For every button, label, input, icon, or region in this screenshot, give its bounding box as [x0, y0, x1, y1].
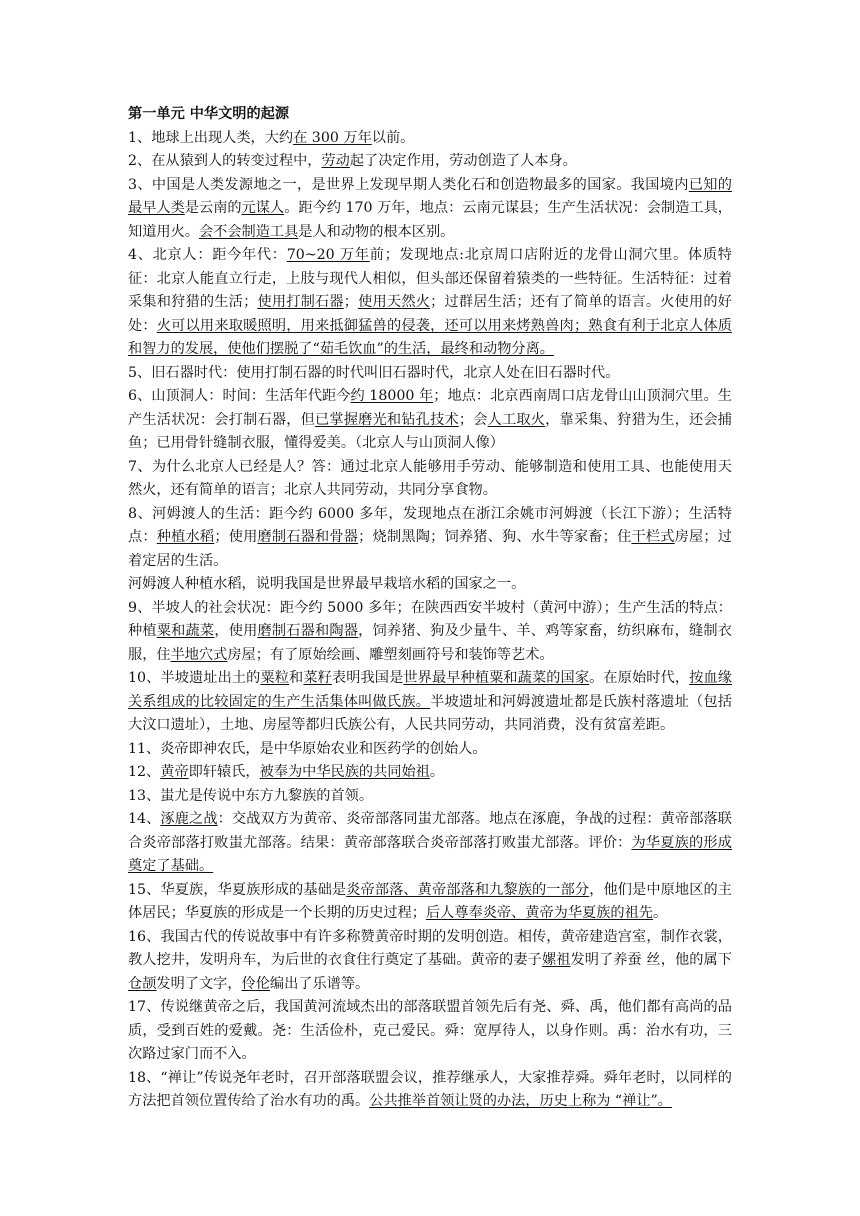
text-segment: 16、我国古代的传说故事中有许多称赞黄帝时期的发明创造。相传，黄帝建造宫室，制作衣裳，教人挖井，发明舟车，为后世的衣食住行奠定了基础。黄帝的妻子 [128, 928, 732, 968]
text-segment: 3、中国是人类发源地之一，是世界上发现早期人类化石和创造物最多的国家。我国境内 [128, 176, 689, 193]
paragraph [128, 1067, 732, 1114]
underlined-text: 粟和蔬菜 [156, 623, 215, 639]
underlined-text: 种植水稻 [156, 529, 215, 545]
paragraph [128, 926, 732, 997]
paragraph [128, 785, 732, 809]
text-segment: 2、在从猿到人的转变过程中， [128, 153, 322, 169]
text-segment: 6、山顶洞人：时间：生活年代距今 [128, 388, 351, 404]
text-segment: 8、河姆渡人的生活：距今约 6000 多年，发现地点在浙江余姚市河姆渡（长江下游）；生活特点： [128, 505, 732, 545]
underlined-text: 磨制石器和骨器 [257, 529, 359, 545]
text-segment: 是人和动物的根本区别。 [298, 223, 455, 240]
underlined-text: 公共推举首领让贤的办法，历史上称为 “禅让”。 [369, 1093, 672, 1109]
text-segment: 河姆渡人种植水稻，说明我国是世界最早栽培水稻的国家之一。 [128, 576, 526, 592]
underlined-text: 元谋人 [241, 200, 285, 216]
underlined-text: 按血缘关系组成的比较固定的生产生活集体叫做氏族。 [128, 670, 732, 710]
underlined-text: 已知的最早人类 [128, 176, 732, 216]
underlined-text: 为华夏族的形成奠定了基础。 [128, 834, 732, 874]
underlined-text: 在 300 万年 [293, 129, 372, 146]
text-segment: ，他们是中原地区的主体居民；华夏族的形成是一个长期的历史过程； [128, 881, 732, 921]
text-segment: ；过群居生活；还有了简单的语言。火使用的好处： [128, 294, 732, 334]
paragraph [128, 503, 732, 574]
paragraph [128, 456, 732, 503]
text-segment: 13、蚩尤是传说中东方九黎族的首领。 [128, 787, 374, 804]
text-segment: 7、为什么北京人已经是人？答：通过北京人能够用手劳动、能够制造和使用工具、也能使用天然火，还有简单的语言；北京人共同劳动，共同分享食物。 [128, 458, 732, 498]
text-segment: 11、炎帝即神农氏，是中华原始农业和医药学的创始人。 [128, 740, 487, 757]
underlined-text: 半地穴式 [170, 646, 228, 663]
text-segment: ；地点：北京西南周口店龙骨山山顶洞穴里。生产生活状况：会打制石器，但 [128, 388, 732, 428]
text-segment: 和 [289, 670, 304, 686]
paragraph [128, 597, 732, 668]
text-segment: 10、半坡遗址出土的 [128, 670, 261, 686]
document-body [128, 127, 732, 1114]
underlined-text: 火可以用来取暖照明，用来抵御猛兽的侵袭，还可以用来烤熟兽肉；熟食有利于北京人体质和智力的发展，使他们摆脱了“茹毛饮血”的生活，最终和动物分离。 [128, 317, 732, 357]
text-segment: 半坡遗址和河姆渡遗址都是氏族村落遗址（包括大汶口遗址），土地、房屋等都归氏族公有，人民共同劳动，共同消费，没有贫富差距。 [128, 693, 732, 733]
text-segment: 。 [652, 905, 668, 921]
text-segment: 17、传说继黄帝之后，我国黄河流域杰出的部落联盟首领先后有尧、舜、禹，他们都有高尚的品质，受到百姓的爱戴。尧：生活俭朴，克己爱民。舜：宽厚待人，以身作则。禹：治水有功，三次路过家门而不入。 [128, 999, 732, 1062]
underlined-text: 被奉为中华民族的共同始祖 [259, 764, 430, 780]
underlined-text: 使用天然火 [357, 294, 431, 310]
underlined-text: 粟粒 [260, 670, 290, 686]
text-segment: 起了决定作用，劳动创造了人本身。 [349, 153, 577, 169]
text-segment: 是云南的 [184, 200, 242, 216]
underlined-text: 会不会制造工具 [198, 223, 299, 240]
paragraph [128, 879, 732, 926]
text-segment: 。 [429, 764, 445, 780]
text-segment: 编出了乐谱等。 [269, 975, 370, 992]
text-segment: 12、 [128, 764, 161, 780]
text-segment: ，饲养猪、狗及少量牛、羊、鸡等家畜，纺织麻布，缝制衣服，住 [128, 623, 732, 663]
paragraph [128, 174, 732, 245]
underlined-text: 嫘祖 [541, 952, 571, 968]
text-segment: 发明了文字， [156, 975, 242, 992]
underlined-text: 人工取火 [487, 411, 546, 428]
text-segment: 房屋；有了原始绘画、雕塑刻画符号和装饰等艺术。 [227, 646, 554, 663]
text-segment: 。在原始时代， [589, 670, 690, 686]
paragraph [128, 150, 732, 174]
text-segment: 1、地球上出现人类，大约 [128, 129, 294, 146]
paragraph [128, 244, 732, 362]
text-segment: 5、旧石器时代：使用打制石器的时代叫旧石器时代，北京人处在旧石器时代。 [128, 364, 620, 381]
underlined-text: 伶伦 [241, 975, 270, 992]
underlined-text: 使用打制石器 [257, 294, 344, 310]
text-segment: ：交战双方为黄帝、炎帝部落同蚩尤部落。地点在涿鹿，争战的过程：黄帝部落联合炎帝部落打败蚩尤部落。结果：黄帝部落联合炎帝部落打败蚩尤部落。评价： [128, 811, 732, 851]
paragraph [128, 385, 732, 456]
text-segment: 4、北京人：距今年代： [128, 247, 287, 263]
unit-title: 第一单元 中华文明的起源 [128, 106, 290, 122]
underlined-text: 干栏式 [631, 529, 675, 545]
underlined-text: 劳动 [321, 153, 350, 169]
text-segment: 表明我国是 [331, 670, 404, 686]
paragraph [128, 127, 732, 151]
paragraph [128, 573, 732, 597]
underlined-text: 已掌握磨光和钻孔技术 [315, 411, 459, 428]
text-segment: ；使用 [214, 529, 258, 545]
paragraph [128, 761, 732, 785]
text-segment: 以前。 [371, 129, 415, 146]
text-segment: 15、华夏族，华夏族形成的基础是 [128, 881, 347, 898]
underlined-text: 约 18000 年 [350, 388, 434, 404]
text-segment: ；会 [458, 411, 488, 428]
underlined-text: 磨制石器和陶器 [257, 623, 359, 639]
text-segment: 前；发现地点:北京周口店附近的龙骨山洞穴里。体质特征：北京人能直立行走，上肢与现代人相似，但头部还保留着猿类的一些特征。生活特征：过着采集和狩猎的生活； [128, 247, 732, 310]
text-segment: 9、半坡人的社会状况：距今约 5000 多年；在陕西西安半坡村（黄河中游）；生产生活的特点：种植 [128, 599, 732, 639]
underlined-text: 世界最早种植粟和蔬菜的国家 [403, 670, 590, 686]
paragraph [128, 362, 732, 386]
text-segment: 发明了养蚕 丝，他的属下 [570, 952, 732, 968]
underlined-text: 黄帝 [160, 764, 189, 780]
underlined-text: 炎帝部落、黄帝部落和九黎族的一部分 [346, 881, 590, 898]
text-segment: 即轩辕氏， [188, 764, 260, 780]
underlined-text: 菜籽 [303, 670, 332, 686]
underlined-text: 涿鹿之战 [160, 811, 218, 827]
underlined-text: 仓颉 [128, 975, 157, 992]
paragraph [128, 996, 732, 1067]
text-segment: ； [343, 294, 358, 310]
text-segment: 。距今约 170 万年，地点：云南元谋县；生产生活状况：会制造工具，知道用火。 [128, 200, 732, 240]
paragraph [128, 738, 732, 762]
text-segment: 18、“禅让”传说尧年老时，召开部落联盟会议，推荐继承人，大家推荐舜。舜年老时，以同样的方法把首领位置传给了治水有功的禹。 [128, 1069, 732, 1109]
paragraph [128, 667, 732, 738]
text-segment: ，使用 [214, 623, 258, 639]
paragraph [128, 808, 732, 879]
text-segment: 14、 [128, 811, 161, 827]
text-segment: ；烧制黑陶；饲养猪、狗、水牛等家畜；住 [358, 529, 632, 545]
text-segment: ，靠采集、狩猎为生，还会捕鱼；已用骨针缝制衣服，懂得爱美。（北京人与山顶洞人像） [128, 411, 732, 451]
underlined-text: 后人尊奉炎帝、黄帝为华夏族的祖先 [425, 905, 653, 921]
text-segment: 房屋；过着定居的生活。 [128, 529, 732, 569]
underlined-text: 70~20 万年 [286, 247, 370, 263]
